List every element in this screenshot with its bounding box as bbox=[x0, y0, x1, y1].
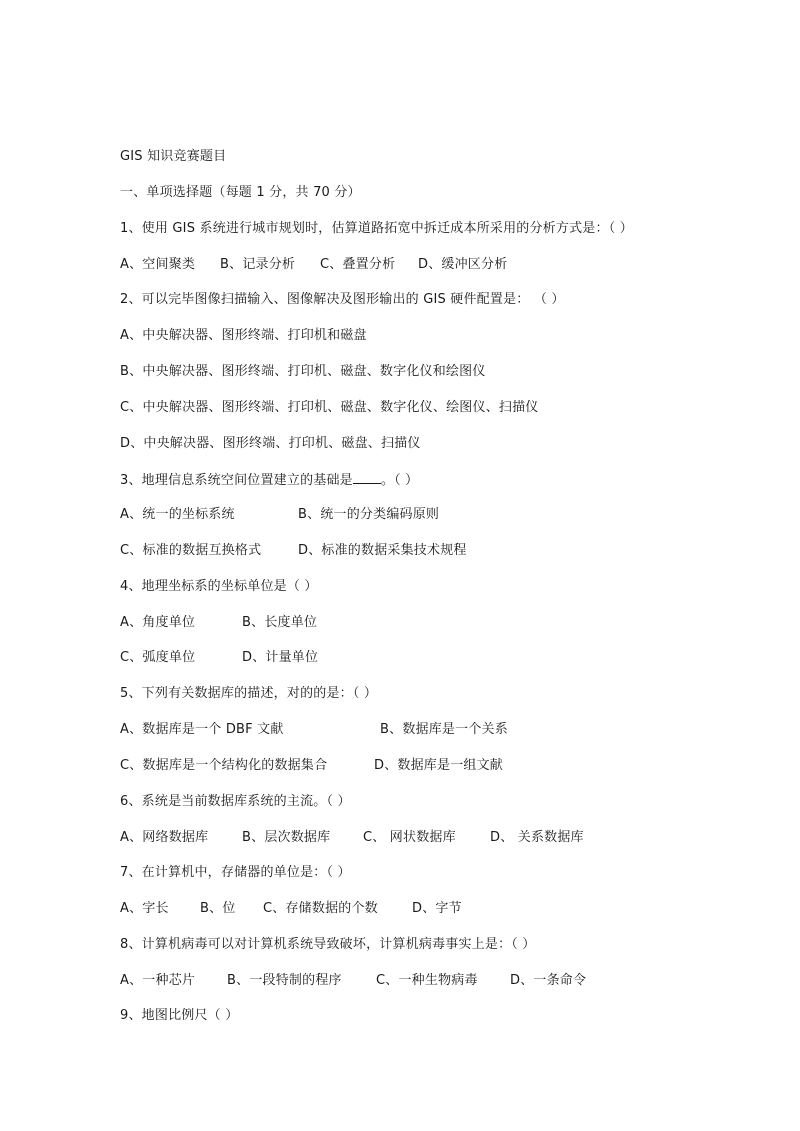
question-3-stem bbox=[120, 469, 418, 489]
q7-option-a: A、字长 bbox=[120, 901, 169, 916]
q3-stem-after: 。（ ） bbox=[380, 473, 419, 488]
q4-option-b: B、长度单位 bbox=[242, 615, 318, 630]
q3-option-b: B、统一的分类编码原则 bbox=[298, 507, 440, 522]
q2-option-c: C、中央解决器、图形终端、打印机、磁盘、数字化仪、绘图仪、扫描仪 bbox=[120, 400, 539, 415]
q6-option-b: B、层次数据库 bbox=[242, 830, 331, 845]
q2-option-d: D、中央解决器、图形终端、打印机、磁盘、扫描仪 bbox=[120, 436, 421, 451]
q6-option-d: D、 关系数据库 bbox=[490, 830, 584, 845]
q4-option-d: D、计量单位 bbox=[242, 650, 319, 665]
q1-option-c: C、叠置分析 bbox=[320, 257, 396, 272]
q6-option-a: A、网络数据库 bbox=[120, 830, 209, 845]
q1-option-d: D、缓冲区分析 bbox=[418, 257, 508, 272]
q6-option-c: C、 网状数据库 bbox=[363, 830, 456, 845]
question-9-stem: 9、地图比例尺（ ） bbox=[120, 1008, 239, 1023]
question-2-stem: 2、可以完毕图像扫描输入、图像解决及图形输出的 GIS 硬件配置是： （ ） bbox=[120, 292, 565, 307]
document-title: GIS 知识竞赛题目 bbox=[120, 149, 227, 164]
q5-option-b: B、数据库是一个关系 bbox=[380, 722, 508, 737]
question-7-stem: 7、在计算机中，存储器的单位是：（ ） bbox=[120, 865, 351, 880]
question-1-stem: 1、使用 GIS 系统进行城市规划时，估算道路拓宽中拆迁成本所采用的分析方式是：（ ） bbox=[120, 221, 633, 236]
q3-stem-before: 3、地理信息系统空间位置建立的基础是 bbox=[120, 473, 353, 488]
question-5-stem: 5、下列有关数据库的描述，对的的是：（ ） bbox=[120, 686, 378, 701]
q5-option-d: D、数据库是一组文献 bbox=[374, 758, 504, 773]
q5-option-c: C、数据库是一个结构化的数据集合 bbox=[120, 758, 328, 773]
q2-option-a: A、中央解决器、图形终端、打印机和磁盘 bbox=[120, 328, 367, 343]
q1-option-a: A、空间聚类 bbox=[120, 257, 196, 272]
q8-option-c: C、一种生物病毒 bbox=[376, 973, 478, 988]
q7-option-c: C、存储数据的个数 bbox=[263, 901, 378, 916]
q7-option-b: B、位 bbox=[200, 901, 236, 916]
question-4-stem: 4、地理坐标系的坐标单位是（ ） bbox=[120, 579, 318, 594]
q3-answer-blank bbox=[353, 469, 381, 484]
q3-option-a: A、统一的坐标系统 bbox=[120, 507, 235, 522]
q4-option-a: A、角度单位 bbox=[120, 615, 196, 630]
section-heading: 一、单项选择题（每题 1 分，共 70 分） bbox=[120, 185, 361, 200]
q8-option-a: A、一种芯片 bbox=[120, 973, 196, 988]
q4-option-c: C、弧度单位 bbox=[120, 650, 196, 665]
q5-option-a: A、数据库是一个 DBF 文献 bbox=[120, 722, 284, 737]
q1-option-b: B、记录分析 bbox=[220, 257, 296, 272]
q3-option-c: C、标准的数据互换格式 bbox=[120, 543, 262, 558]
q7-option-d: D、字节 bbox=[412, 901, 462, 916]
q8-option-b: B、一段特制的程序 bbox=[227, 973, 342, 988]
q2-option-b: B、中央解决器、图形终端、打印机、磁盘、数字化仪和绘图仪 bbox=[120, 364, 486, 379]
question-8-stem: 8、计算机病毒可以对计算机系统导致破坏，计算机病毒事实上是：（ ） bbox=[120, 937, 536, 952]
q3-option-d: D、标准的数据采集技术规程 bbox=[298, 543, 467, 558]
question-6-stem: 6、系统是当前数据库系统的主流。（ ） bbox=[120, 794, 351, 809]
q8-option-d: D、一条命令 bbox=[510, 973, 587, 988]
